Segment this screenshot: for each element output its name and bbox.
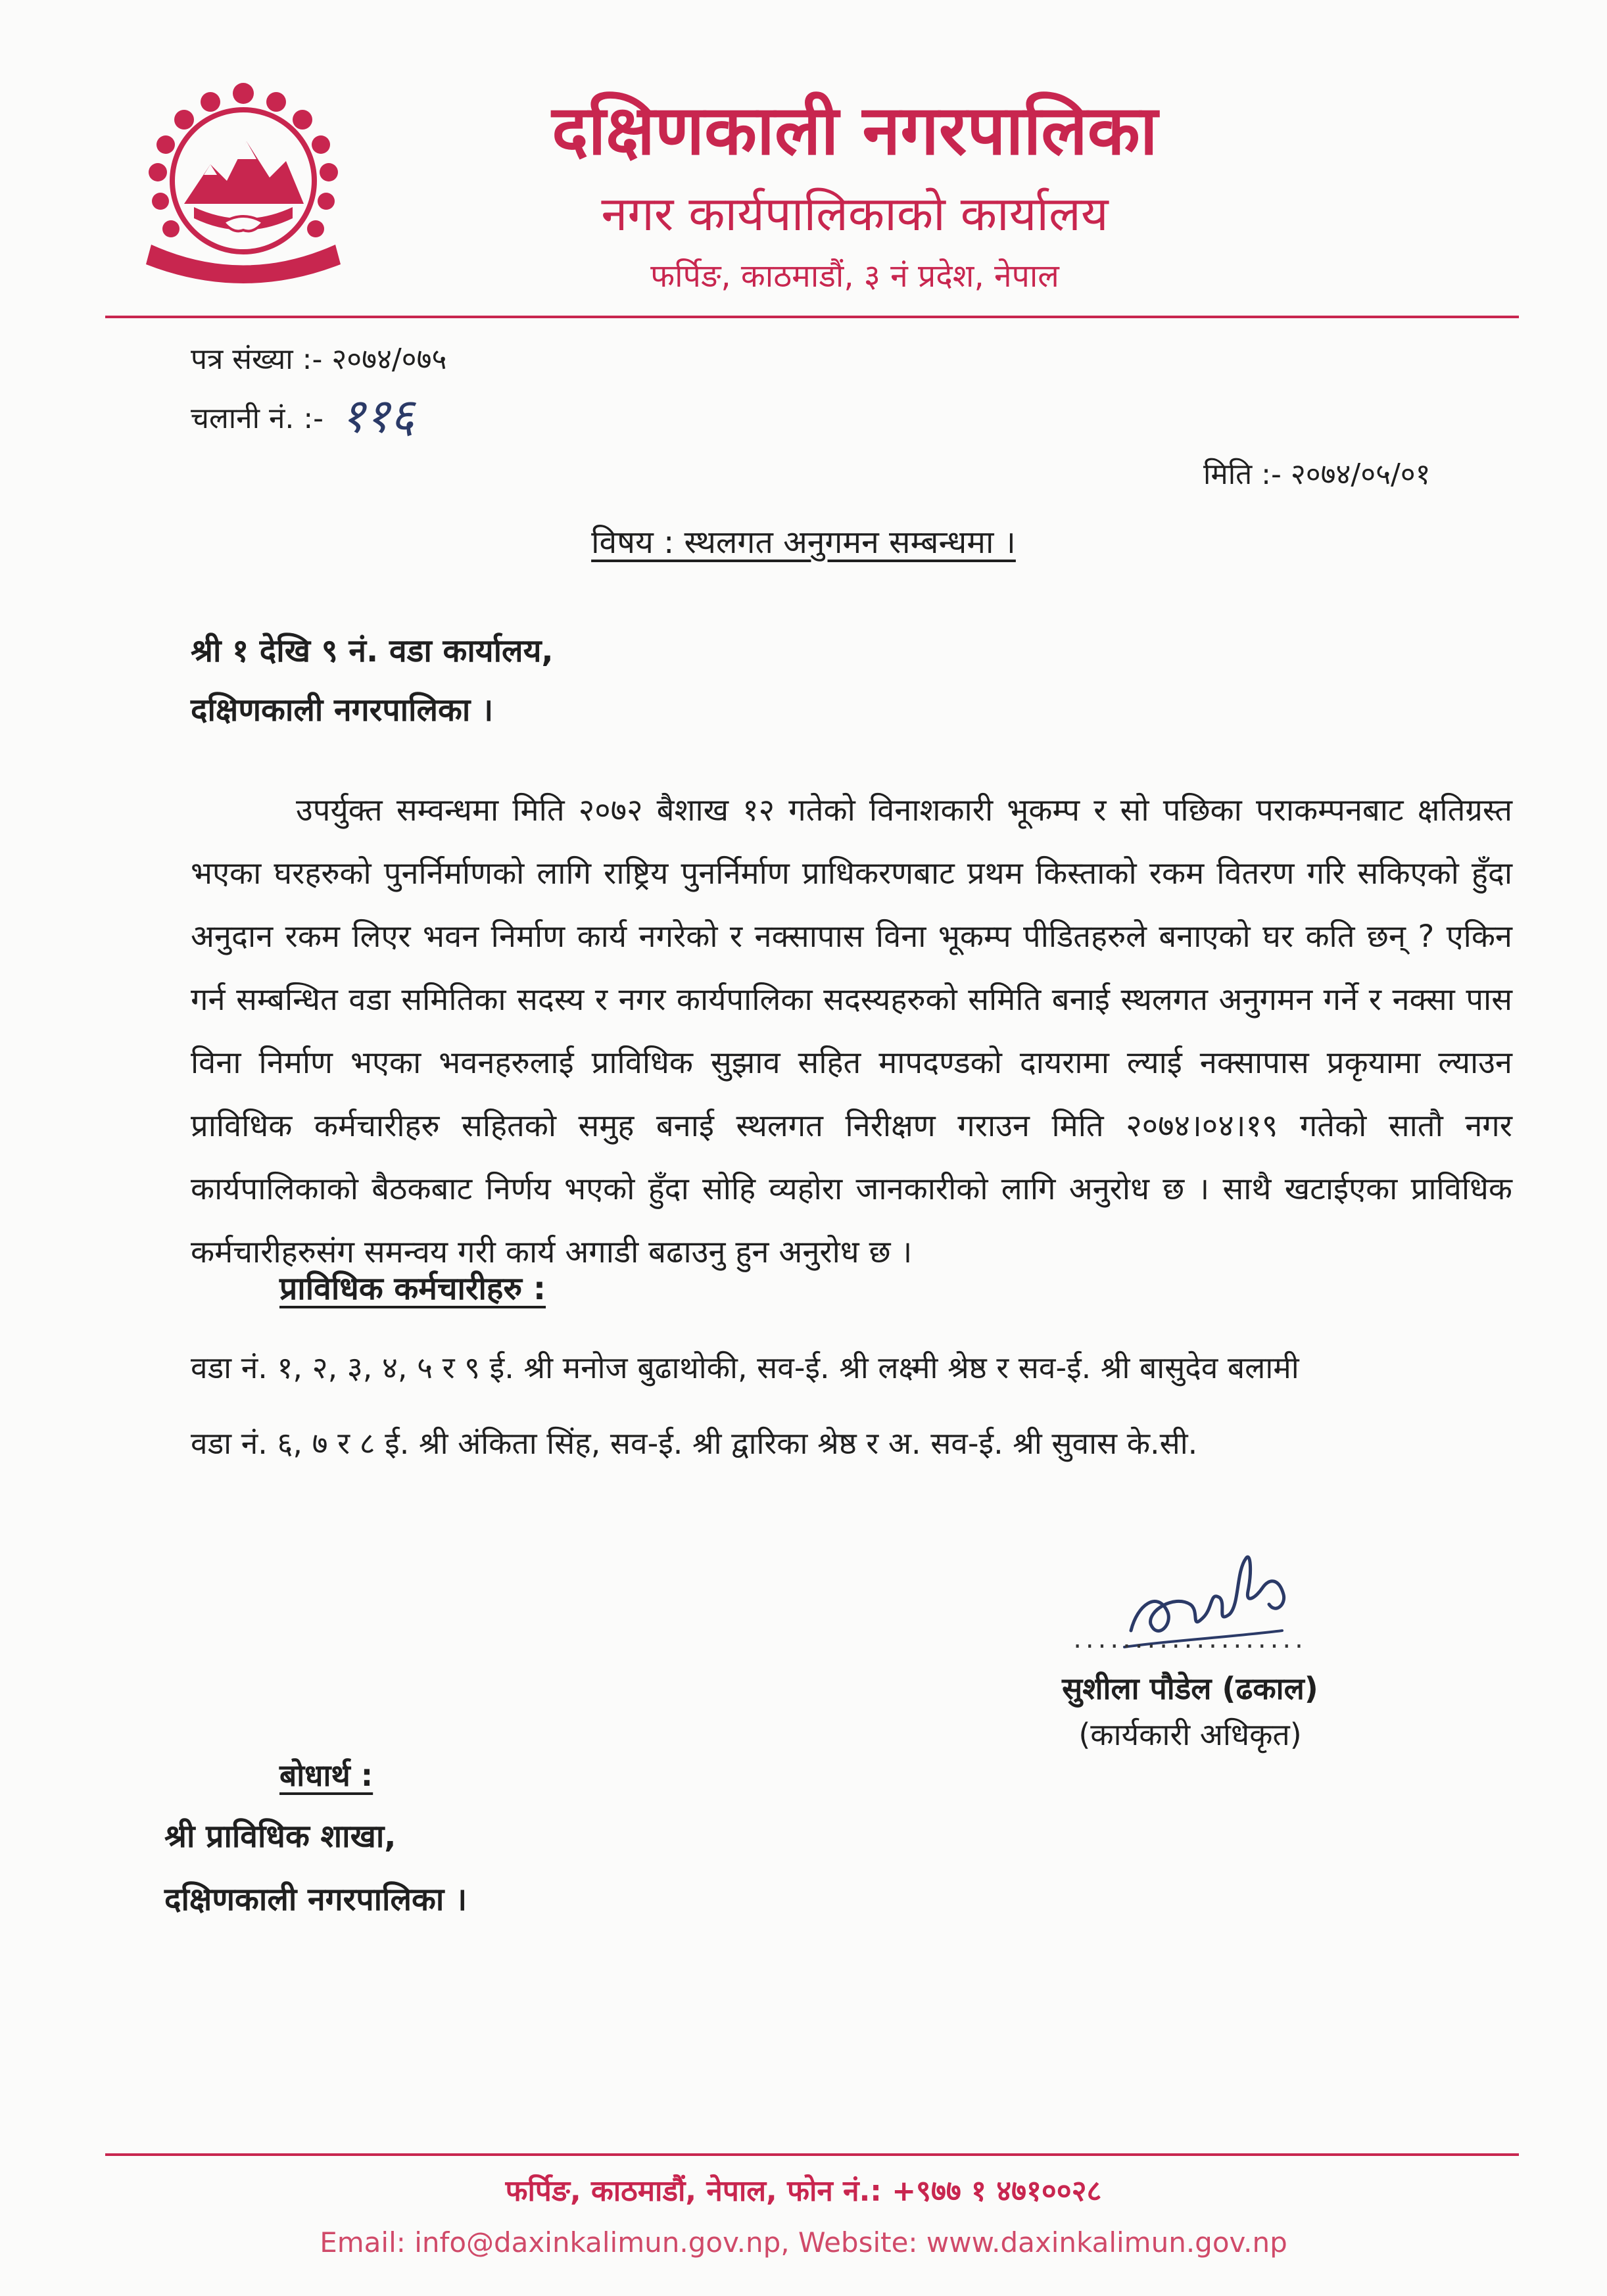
subject-text: विषय : स्थलगत अनुगमन सम्बन्धमा । xyxy=(591,524,1016,561)
footer-divider xyxy=(105,2153,1519,2156)
technical-staff-heading-text: प्राविधिक कर्मचारीहरु : xyxy=(279,1270,546,1307)
addressee-block xyxy=(191,621,554,740)
emblem-icon xyxy=(132,72,355,296)
cc-recipient xyxy=(164,1805,467,1931)
ward-assignment-1: वडा नं. १, २, ३, ४, ५ र ९ ई. श्री मनोज बुढाथोकी, सव-ई. श्री लक्ष्मी श्रेष्ठ र सव-ई. श्री बासुदेव बलामी xyxy=(191,1350,1299,1385)
addressee-line-2: दक्षिणकाली नगरपालिका । xyxy=(191,692,494,729)
letter-body: उपर्युक्त सम्वन्धमा मिति २०७२ बैशाख १२ गतेको विनाशकारी भूकम्प र सो पछिका पराकम्पनबाट क्षतिग्रस्त भएका घरहरुको पुनर्निर्माणको लागि राष्ट्रिय पुनर्निर्माण प्राधिकरणबाट प्रथम किस्ताको रकम वितरण गरि सकिएको हुँदा अनुदान रकम लिएर भवन निर्माण कार्य नगरेको र नक्सापास विना भूकम्प पीडितहरुले बनाएको घर कति छन् ? एकिन गर्न सम्बन्धित वडा समितिका सदस्य र नगर कार्यपालिका सदस्यहरुको समिति बनाई स्थलगत अनुगमन गर्ने र नक्सा पास विना निर्माण भएका भवनहरुलाई प्राविधिक सुझाव सहित मापदण्डको दायरामा ल्याई नक्सापास प्रकृयामा ल्याउन प्राविधिक कर्मचारीहरु सहितको समुह बनाई स्थलगत निरीक्षण गराउन मिति २०७४।०४।१९ गतेको सातौ नगर कार्यपालिकाको बैठकबाट निर्णय भएको हुँदा सोहि व्यहोरा जानकारीको लागि अनुरोध छ । साथै खटाईएका प्राविधिक कर्मचारीहरुसंग समन्वय गरी कार्य अगाडी बढाउनु हुन अनुरोध छ । xyxy=(191,792,1512,1270)
footer-contact: फर्पिङ, काठमाडौं, नेपाल, फोन नं.: +९७७ १ ४७१००२८ xyxy=(505,2174,1102,2208)
signatory-title: (कार्यकारी अधिकृत) xyxy=(1078,1717,1302,1752)
dispatch-number xyxy=(191,388,415,443)
cc-heading xyxy=(279,1752,373,1798)
technical-staff-heading xyxy=(279,1266,546,1312)
header-divider xyxy=(105,316,1519,318)
addressee-line-1: श्री १ देखि ९ नं. वडा कार्यालय, xyxy=(191,633,554,669)
signatory-name: सुशीला पौडेल (ढकाल) xyxy=(1062,1671,1318,1706)
ward-assignment-2: वडा नं. ६, ७ र ८ ई. श्री अंकिता सिंह, सव-ई. श्री द्वारिका श्रेष्ठ र अ. सव-ई. श्री सुवास के.सी. xyxy=(191,1425,1198,1461)
cc-heading-text: बोधार्थ : xyxy=(279,1758,373,1793)
signature-line: ................... xyxy=(1073,1624,1307,1654)
subject-line xyxy=(0,519,1607,565)
cc-line-2: दक्षिणकाली नगरपालिका । xyxy=(164,1881,468,1918)
office-subtitle: नगर कार्यपालिकाको कार्यालय xyxy=(601,186,1109,241)
office-address: फर्पिङ, काठमाडौं, ३ नं प्रदेश, नेपाल xyxy=(650,258,1059,295)
dispatch-label: चलानी नं. :- xyxy=(191,402,324,435)
letter-number: पत्र संख्या :- २०७४/०७५ xyxy=(191,343,447,376)
letter-date: मिति :- २०७४/०५/०१ xyxy=(1203,458,1431,491)
footer-email-website: Email: info@daxinkalimun.gov.np, Website: www.daxinkalimun.gov.np xyxy=(320,2226,1287,2259)
cc-line-1: श्री प्राविधिक शाखा, xyxy=(164,1818,396,1855)
municipality-emblem xyxy=(132,72,355,296)
dispatch-handwritten-number: ११६ xyxy=(341,388,415,443)
municipality-title: दक्षिणकाली नगरपालिका xyxy=(552,90,1158,170)
